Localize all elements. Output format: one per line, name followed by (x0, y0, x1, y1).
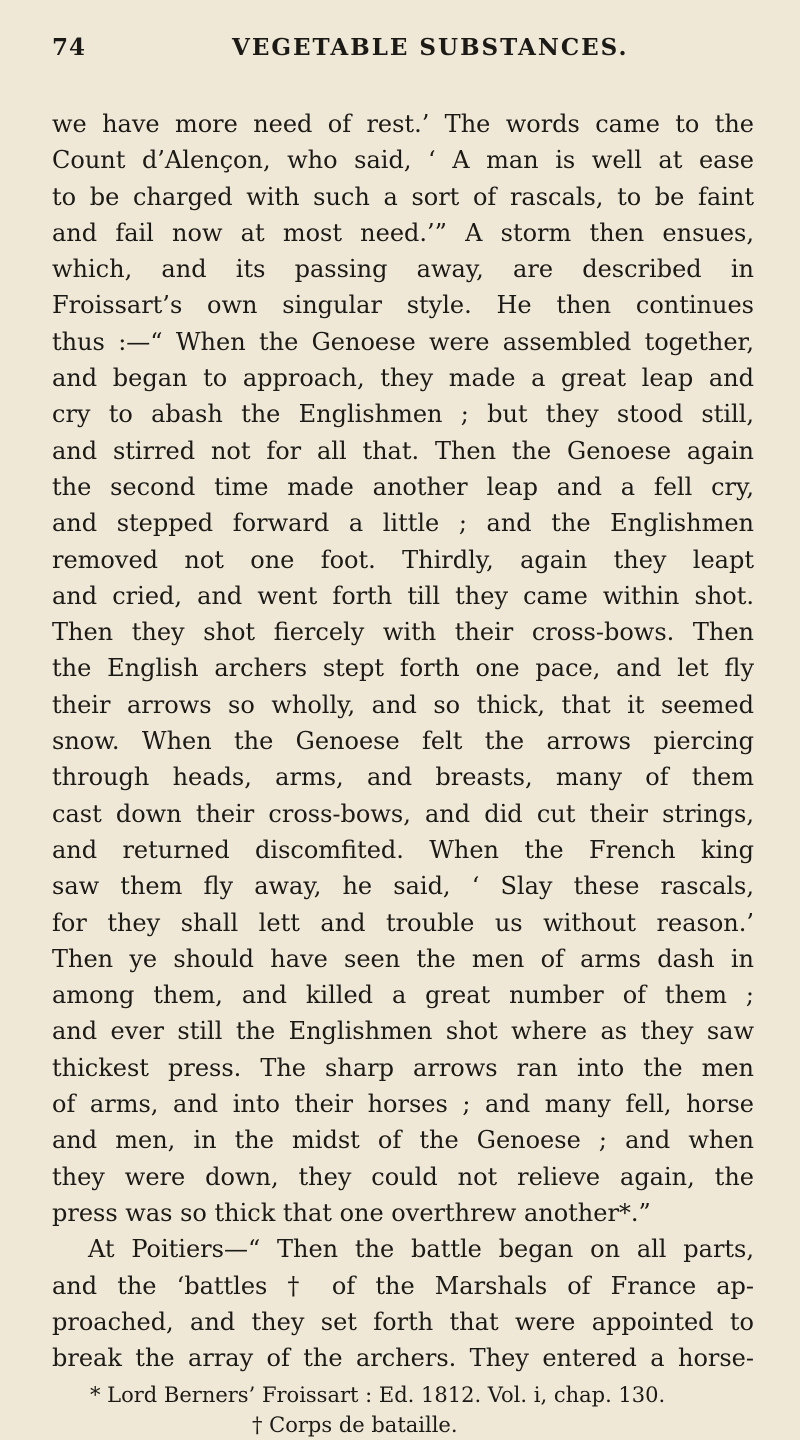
text-line: thickest press. The sharp arrows ran into the men (52, 1053, 754, 1082)
text-line: break the array of the archers. They entered a horse- (52, 1344, 754, 1373)
running-head (52, 28, 754, 68)
text-line: snow. When the Genoese felt the arrows piercing (52, 727, 754, 756)
text-line: removed not one foot. Thirdly, again they leapt (52, 545, 754, 574)
text-line: cast down their cross-bows, and did cut their strings, (52, 799, 754, 828)
text-line: At Poitiers—“ Then the battle began on all parts, (88, 1235, 754, 1264)
text-line: and ever still the Englishmen shot where as they saw (52, 1017, 754, 1046)
text-line: Count d’Alençon, who said, ‘ A man is well at ease (52, 146, 754, 175)
running-title: VEGETABLE SUBSTANCES. (232, 34, 629, 61)
text-line: and cried, and went forth till they came within shot. (52, 581, 754, 610)
text-line: proached, and they set forth that were appointed to (52, 1307, 754, 1336)
text-line: and returned discomfited. When the French king (52, 835, 754, 864)
text-line: we have more need of rest.’ The words came to the (52, 110, 754, 138)
text-line: cry to abash the Englishmen ; but they stood still, (52, 400, 754, 429)
text-line: they were down, they could not relieve again, the (52, 1162, 754, 1191)
text-line: among them, and killed a great number of them ; (52, 981, 754, 1010)
text-line: through heads, arms, and breasts, many of them (52, 763, 754, 792)
text-line: and stepped forward a little ; and the Englishmen (52, 509, 754, 538)
text-line: to be charged with such a sort of rascals, to be faint (52, 182, 754, 211)
footnotes (52, 1380, 754, 1440)
footnote: † Corps de bataille. (252, 1413, 458, 1438)
text-line: their arrows so wholly, and so thick, that it seemed (52, 690, 754, 719)
text-line: and men, in the midst of the Genoese ; and when (52, 1126, 754, 1155)
footnote: * Lord Berners’ Froissart : Ed. 1812. Vol. i, chap. 130. (90, 1383, 666, 1408)
text-line: and stirred not for all that. Then the Genoese again (52, 436, 754, 465)
text-line: Froissart’s own singular style. He then continues (52, 291, 754, 320)
text-line: of arms, and into their horses ; and many fell, horse (52, 1090, 754, 1119)
text-line: Then ye should have seen the men of arms dash in (52, 944, 754, 973)
body-text (52, 106, 754, 1376)
text-line: which, and its passing away, are described in (52, 255, 754, 284)
text-line: thus :—“ When the Genoese were assembled together, (52, 327, 754, 356)
text-line: saw them fly away, he said, ‘ Slay these rascals, (52, 872, 754, 901)
text-line: Then they shot fiercely with their cross-bows. Then (52, 618, 754, 647)
text-line: the English archers stept forth one pace, and let fly (52, 654, 754, 683)
text-line: and the ‘battles † of the Marshals of France ap- (52, 1271, 754, 1300)
text-line: the second time made another leap and a fell cry, (52, 472, 754, 501)
page-number: 74 (52, 34, 87, 61)
text-line: press was so thick that one overthrew another*.” (52, 1198, 651, 1227)
text-line: and fail now at most need.’” A storm then ensues, (52, 218, 754, 247)
text-line: and began to approach, they made a great leap and (52, 364, 754, 393)
text-line: for they shall lett and trouble us without reason.’ (52, 908, 754, 937)
